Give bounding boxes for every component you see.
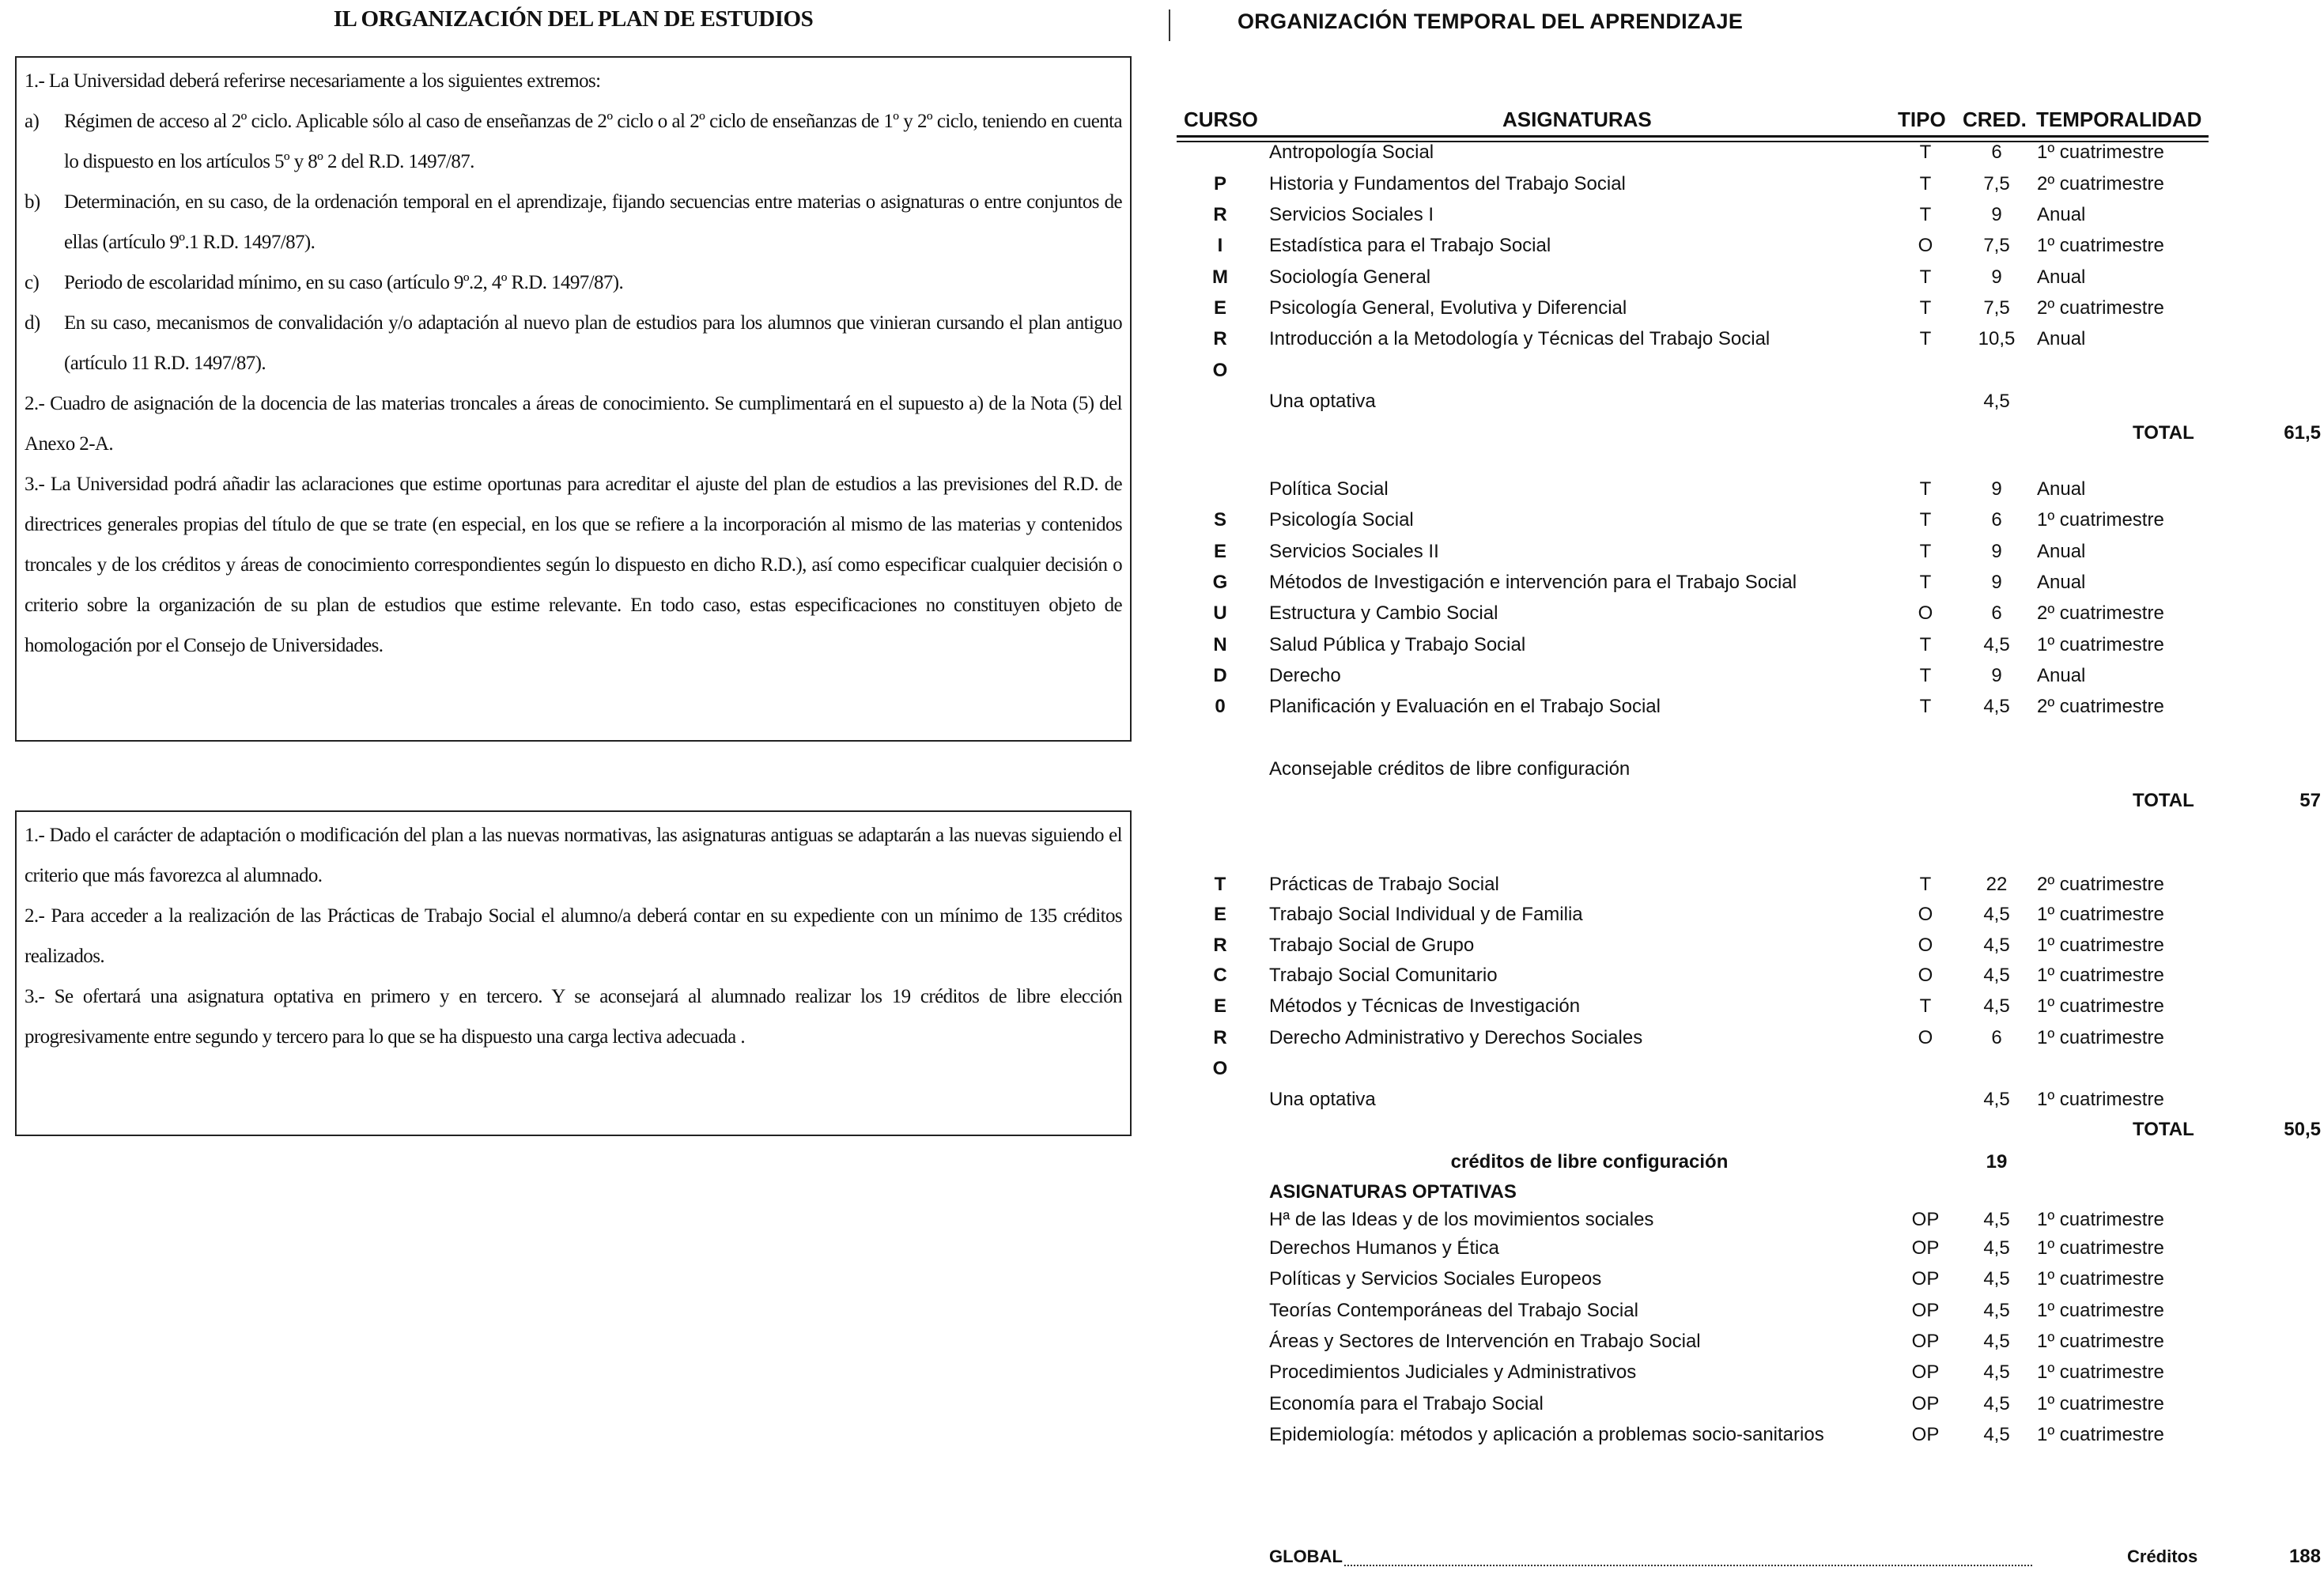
curso-letter: R [1213, 1027, 1227, 1048]
subject-period: 1º cuatrimestre [2037, 995, 2164, 1017]
subject-period: 1º cuatrimestre [2037, 235, 2164, 256]
subject-credits: 7,5 [1983, 173, 2010, 194]
total-label: TOTAL [2133, 422, 2194, 444]
subject-credits: 4,5 [1983, 1300, 2010, 1321]
curso-letter: G [1212, 572, 1228, 593]
subject-credits: 4,5 [1983, 1268, 2010, 1290]
subject-type: OP [1911, 1393, 1940, 1414]
notes-p2: 2.- Para acceder a la realización de las Prácticas de Trabajo Social el alumno/a deberá contar en su expediente con un mínimo de 135 créditos realizados. [25, 905, 1122, 967]
subject-name: Derecho [1269, 665, 1341, 686]
subject-credits: 9 [1991, 541, 2002, 562]
subject-period: 1º cuatrimestre [2037, 1209, 2164, 1230]
subject-name: Epidemiología: métodos y aplicación a problemas socio-sanitarios [1269, 1424, 1824, 1445]
subject-name: Salud Pública y Trabajo Social [1269, 634, 1526, 655]
curso-letter: U [1213, 602, 1227, 624]
subject-type: T [1919, 142, 1932, 163]
subject-credits: 4,5 [1983, 904, 2010, 925]
subject-credits: 9 [1991, 478, 2002, 500]
subject-name: Historia y Fundamentos del Trabajo Social [1269, 173, 1626, 194]
subject-name: Métodos y Técnicas de Investigación [1269, 995, 1581, 1017]
curso-letter: E [1213, 904, 1226, 925]
subject-name: Psicología Social [1269, 509, 1414, 531]
optativas-title: ASIGNATURAS OPTATIVAS [1269, 1181, 1517, 1203]
requirements-p3: 3.- La Universidad podrá añadir las aclaraciones que estime oportunas para acreditar el ajuste del plan de estudios a las previsiones del R.D. de directrices generales propias del título de que se trate (en especial, en los que se refiere a la incorporación al mismo de las materias y contenidos troncales y de los créditos y áreas de conocimiento correspondientes según lo dispuesto en dicho R.D.), así como especificar cualquier decisión o criterio sobre la organización de su plan de estudios que estime relevante. En todo caso, estas especificaciones no constituyen objeto de homologación por el Consejo de Universidades. [25, 474, 1122, 656]
header-tipo: TIPO [1898, 108, 1946, 131]
total-value: 50,5 [2284, 1119, 2321, 1140]
total-label: TOTAL [2133, 1119, 2194, 1140]
curso-letter: P [1213, 173, 1226, 194]
subject-name: Hª de las Ideas y de los movimientos sociales [1269, 1209, 1654, 1230]
header-temporalidad: TEMPORALIDAD [2036, 108, 2202, 131]
curso-letter: O [1212, 1058, 1228, 1079]
subject-period: 2º cuatrimestre [2037, 173, 2164, 194]
item-label: b) [25, 191, 40, 213]
subject-type: OP [1911, 1424, 1940, 1445]
total-value: 57 [2299, 790, 2321, 811]
subject-credits: 6 [1991, 142, 2002, 163]
subject-name: Teorías Contemporáneas del Trabajo Social [1269, 1300, 1638, 1321]
subject-period: Anual [2037, 266, 2086, 288]
subject-name: Políticas y Servicios Sociales Europeos [1269, 1268, 1602, 1290]
subject-credits: 6 [1991, 602, 2002, 624]
curso-letter: R [1213, 935, 1227, 956]
subject-period: Anual [2037, 478, 2086, 500]
subject-credits: 4,5 [1983, 634, 2010, 655]
subject-type: T [1919, 478, 1932, 500]
subject-type: OP [1911, 1268, 1940, 1290]
subject-name: Estructura y Cambio Social [1269, 602, 1498, 624]
subject-type: T [1919, 328, 1932, 349]
subject-name: Prácticas de Trabajo Social [1269, 874, 1499, 895]
requirement-item [25, 182, 1122, 262]
subject-credits: 4,5 [1983, 995, 2010, 1017]
subject-name: Introducción a la Metodología y Técnicas del Trabajo Social [1269, 328, 1770, 349]
subject-credits: 4,5 [1983, 935, 2010, 956]
subject-name: Psicología General, Evolutiva y Diferencial [1269, 297, 1627, 319]
global-creditos-label: Créditos [2127, 1546, 2198, 1566]
subject-credits: 9 [1991, 665, 2002, 686]
subject-period: Anual [2037, 204, 2086, 225]
subject-period: 1º cuatrimestre [2037, 1393, 2164, 1414]
subject-name: Servicios Sociales II [1269, 541, 1439, 562]
subject-period: Anual [2037, 541, 2086, 562]
curso-letter: D [1213, 665, 1227, 686]
libre-config-credits: 19 [1986, 1151, 2008, 1173]
subject-period: Anual [2037, 665, 2086, 686]
subject-name: Economía para el Trabajo Social [1269, 1393, 1544, 1414]
subject-name: Trabajo Social Individual y de Familia [1269, 904, 1583, 925]
subject-period: 1º cuatrimestre [2037, 1424, 2164, 1445]
subject-period: 1º cuatrimestre [2037, 935, 2164, 956]
subject-type: OP [1911, 1361, 1940, 1383]
requirement-item [25, 101, 1122, 182]
subject-type: T [1919, 665, 1932, 686]
notes-p1: 1.- Dado el carácter de adaptación o modificación del plan a las nuevas normativas, las asignaturas antiguas se adaptarán a las nuevas siguiendo el criterio que más favorezca al alumnado. [25, 825, 1122, 886]
subject-credits: 4,5 [1983, 1361, 2010, 1383]
subject-period: 1º cuatrimestre [2037, 904, 2164, 925]
subject-period: 2º cuatrimestre [2037, 297, 2164, 319]
subject-name: Sociología General [1269, 266, 1431, 288]
notes-p3: 3.- Se ofertará una asignatura optativa en primero y en tercero. Y se aconsejará al alumnado realizar los 19 créditos de libre elección progresivamente entre segundo y tercero para lo que se ha dispuesto una carga lectiva adecuada . [25, 986, 1122, 1048]
subject-period: 1º cuatrimestre [2037, 1331, 2164, 1352]
item-text: Régimen de acceso al 2º ciclo. Aplicable sólo al caso de enseñanzas de 2º ciclo o al 2º ciclo de enseñanzas de 1º y 2º ciclo, teniendo en cuenta lo dispuesto en los artículos 5º y 8º 2 del R.D. 1497/87. [64, 111, 1122, 172]
subject-credits: 4,5 [1983, 391, 2010, 412]
subject-period: 1º cuatrimestre [2037, 1361, 2164, 1383]
subject-period: 2º cuatrimestre [2037, 696, 2164, 717]
item-label: a) [25, 111, 40, 132]
subject-credits: 9 [1991, 266, 2002, 288]
total-label: TOTAL [2133, 790, 2194, 811]
subject-type: O [1918, 1027, 1933, 1048]
curso-letter: E [1213, 995, 1226, 1017]
subject-type: T [1919, 297, 1932, 319]
subject-name: Procedimientos Judiciales y Administrativos [1269, 1361, 1637, 1383]
subject-type: T [1919, 204, 1932, 225]
subject-name: Servicios Sociales I [1269, 204, 1434, 225]
subject-credits: 10,5 [1978, 328, 2016, 349]
requirement-item [25, 303, 1122, 383]
subject-type: O [1918, 904, 1933, 925]
curso-letter: 0 [1215, 696, 1226, 717]
subject-type: O [1918, 235, 1933, 256]
subject-name: Métodos de Investigación e intervención para el Trabajo Social [1269, 572, 1797, 593]
curso-letter: R [1213, 204, 1227, 225]
subject-type: O [1918, 935, 1933, 956]
subject-type: O [1918, 965, 1933, 986]
requirements-p2: 2.- Cuadro de asignación de la docencia de las materias troncales a áreas de conocimiento. Se cumplimentará en el supuesto a) de la Nota (5) del Anexo 2-A. [25, 393, 1122, 455]
subject-period: 1º cuatrimestre [2037, 1268, 2164, 1290]
curso-letter: S [1213, 509, 1226, 531]
curso-letter: R [1213, 328, 1227, 349]
subject-period: 1º cuatrimestre [2037, 1300, 2164, 1321]
subject-credits: 7,5 [1983, 235, 2010, 256]
subject-period: Anual [2037, 328, 2086, 349]
subject-credits: 4,5 [1983, 1331, 2010, 1352]
adaptation-notes-box [15, 810, 1132, 1136]
header-cred: CRED. [1963, 108, 2027, 131]
subject-credits: 7,5 [1983, 297, 2010, 319]
requirements-box [15, 56, 1132, 742]
subject-name: Trabajo Social de Grupo [1269, 935, 1475, 956]
header-curso: CURSO [1184, 108, 1258, 131]
subject-name: Derecho Administrativo y Derechos Sociales [1269, 1027, 1643, 1048]
subject-type: T [1919, 509, 1932, 531]
total-value: 61,5 [2284, 422, 2321, 444]
subject-name: Antropología Social [1269, 142, 1434, 163]
subject-credits: 6 [1991, 1027, 2002, 1048]
item-text: En su caso, mecanismos de convalidación y/o adaptación al nuevo plan de estudios para los alumnos que vinieran cursando el plan antiguo (artículo 11 R.D. 1497/87). [64, 312, 1122, 374]
subject-credits: 4,5 [1983, 696, 2010, 717]
curso-letter: C [1213, 965, 1227, 986]
subject-type: OP [1911, 1331, 1940, 1352]
subject-credits: 4,5 [1983, 1424, 2010, 1445]
curso-letter: T [1214, 874, 1226, 895]
subject-credits: 6 [1991, 509, 2002, 531]
subject-period: 1º cuatrimestre [2037, 965, 2164, 986]
item-label: d) [25, 312, 40, 334]
subject-credits: 4,5 [1983, 965, 2010, 986]
subject-period: 2º cuatrimestre [2037, 602, 2164, 624]
subject-name: Derechos Humanos y Ética [1269, 1237, 1499, 1259]
subject-period: 2º cuatrimestre [2037, 874, 2164, 895]
subject-name: Trabajo Social Comunitario [1269, 965, 1498, 986]
plan-organization-title: IL ORGANIZACIÓN DEL PLAN DE ESTUDIOS [333, 6, 814, 32]
subject-type: OP [1911, 1237, 1940, 1259]
item-text: Determinación, en su caso, de la ordenación temporal en el aprendizaje, fijando secuencias entre materias o asignaturas o entre conjuntos de ellas (artículo 9º.1 R.D. 1497/87). [64, 191, 1122, 253]
subject-type: T [1919, 266, 1932, 288]
subject-period: 1º cuatrimestre [2037, 1237, 2164, 1259]
subject-period: 1º cuatrimestre [2037, 509, 2164, 531]
subject-name: Política Social [1269, 478, 1389, 500]
item-label: c) [25, 272, 40, 293]
subject-type: OP [1911, 1300, 1940, 1321]
subject-name: Una optativa [1269, 391, 1376, 412]
subject-credits: 22 [1986, 874, 2008, 895]
subject-name: Estadística para el Trabajo Social [1269, 235, 1551, 256]
subject-credits: 9 [1991, 204, 2002, 225]
margin-mark [1169, 9, 1170, 41]
subject-period: 1º cuatrimestre [2037, 1089, 2164, 1110]
libre-config-label: créditos de libre configuración [1450, 1151, 1729, 1173]
subject-type: OP [1911, 1209, 1940, 1230]
subject-period: 1º cuatrimestre [2037, 142, 2164, 163]
subject-type: T [1919, 173, 1932, 194]
global-dotted-leader [1344, 1565, 2032, 1566]
requirement-item [25, 262, 1122, 303]
subject-credits: 9 [1991, 572, 2002, 593]
global-value: 188 [2288, 1546, 2321, 1567]
subject-credits: 4,5 [1983, 1393, 2010, 1414]
requirements-intro: 1.- La Universidad deberá referirse necesariamente a los siguientes extremos: [25, 70, 601, 92]
subject-credits: 4,5 [1983, 1237, 2010, 1259]
subject-credits: 4,5 [1983, 1089, 2010, 1110]
curso-letter: I [1217, 235, 1223, 256]
curso-letter: O [1212, 360, 1228, 381]
subject-type: O [1918, 602, 1933, 624]
subject-type: T [1919, 874, 1932, 895]
subject-credits: 4,5 [1983, 1209, 2010, 1230]
curso-letter: E [1213, 297, 1226, 319]
header-asignaturas: ASIGNATURAS [1502, 108, 1652, 131]
subject-type: T [1919, 634, 1932, 655]
curso-letter: N [1213, 634, 1227, 655]
subject-type: T [1919, 995, 1932, 1017]
curso-letter: E [1213, 541, 1226, 562]
subject-period: 1º cuatrimestre [2037, 1027, 2164, 1048]
subject-type: T [1919, 541, 1932, 562]
temporal-organization-title: ORGANIZACIÓN TEMPORAL DEL APRENDIZAJE [1238, 9, 1744, 33]
subject-name: Áreas y Sectores de Intervención en Trabajo Social [1269, 1331, 1701, 1352]
subject-type: T [1919, 696, 1932, 717]
subject-period: Anual [2037, 572, 2086, 593]
global-label: GLOBAL [1269, 1546, 1343, 1566]
subject-name: Aconsejable créditos de libre configuración [1269, 758, 1631, 780]
item-text: Periodo de escolaridad mínimo, en su caso (artículo 9º.2, 4º R.D. 1497/87). [64, 272, 624, 293]
curso-letter: M [1212, 266, 1228, 288]
subject-type: T [1919, 572, 1932, 593]
subject-name: Una optativa [1269, 1089, 1376, 1110]
subject-name: Planificación y Evaluación en el Trabajo Social [1269, 696, 1661, 717]
subject-period: 1º cuatrimestre [2037, 634, 2164, 655]
